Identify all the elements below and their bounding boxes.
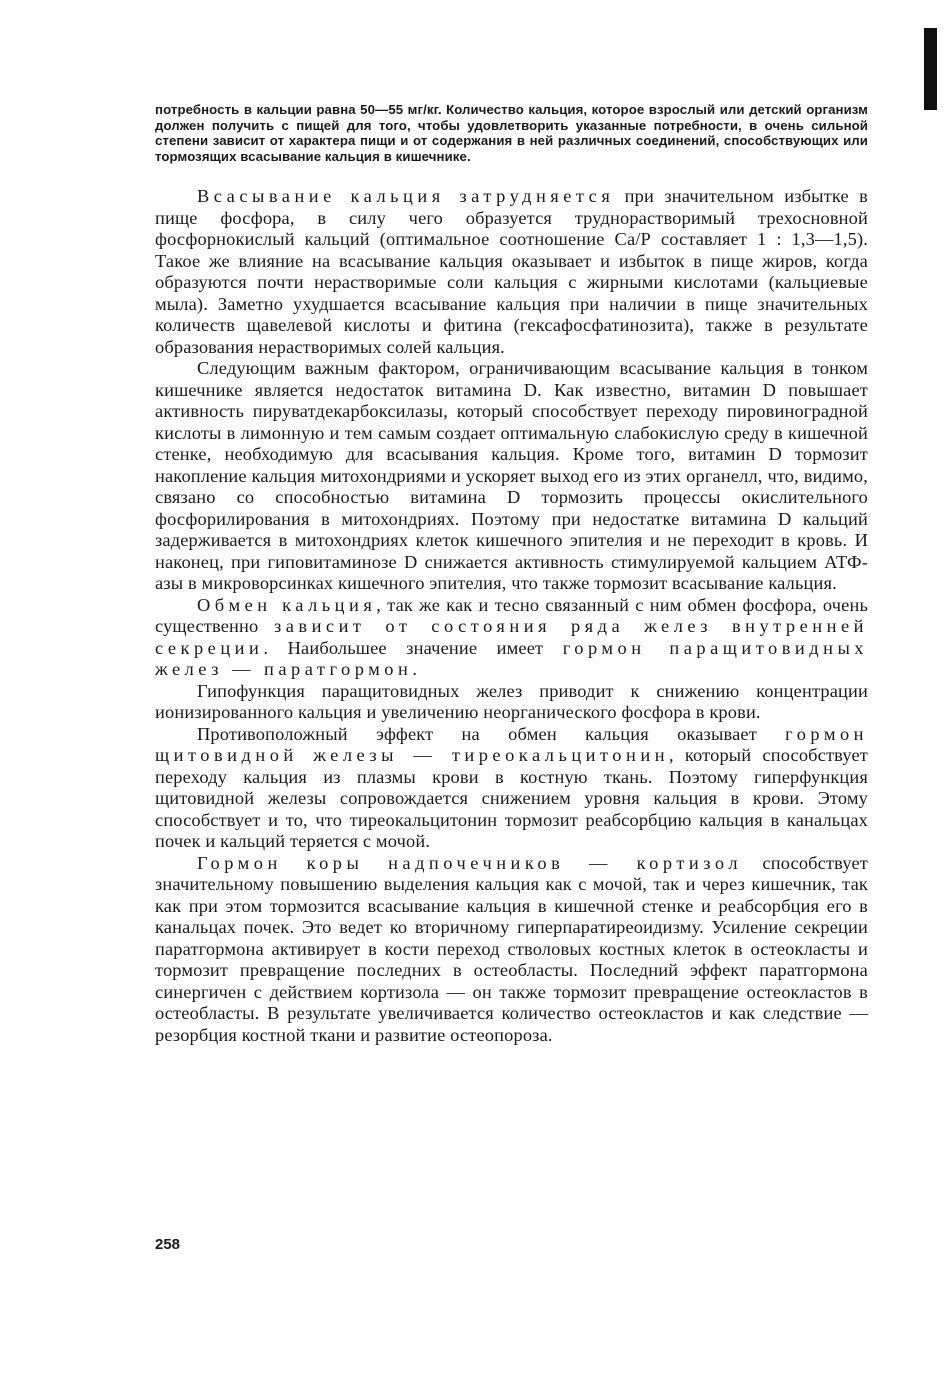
emphasis-calcium-metabolism: Обмен кальция bbox=[197, 594, 377, 615]
paragraph-text: при значительном избытке в пище фосфора, в силу чего образуется труднорастворимый трехосновной фосфорнокислый кальций (оптимальное соотношение Са/Р составляет 1 : 1,3—1,5). Такое же влияние на всасывание кальция оказывает и избыток в пище жиров, когда образуются почти нерастворимые соли кальция с жирными кислотами (кальциевые мыла). Заметно ухудшается всасывание кальция при наличии в пище значительных количеств щавелевой кислоты и фитина (гексафосфатинозита), также в результате образования нерастворимых солей кальция. bbox=[155, 186, 868, 357]
paragraph-calcium-absorption bbox=[155, 186, 868, 358]
intro-paragraph: потребность в кальции равна 50—55 мг/кг. Количество кальция, которое взрослый или детский организм должен получить с пищей для того, чтобы удовлетворить указанные потребности, в очень сильной степени зависит от характера пищи и от содержания в ней различных соединений, способствующих или тормозящих всасывание кальция в кишечнике. bbox=[155, 102, 868, 164]
page-number: 258 bbox=[155, 1236, 181, 1253]
paragraph-cortisol bbox=[155, 853, 868, 1047]
emphasis-absorption-difficulty: Всасывание кальция затрудняется bbox=[197, 186, 615, 207]
main-text bbox=[155, 186, 868, 1046]
paragraph-text: . bbox=[412, 659, 418, 680]
paragraph-thyrocalcitonin bbox=[155, 724, 868, 853]
paragraph-text: . Наибольшее значение имеет bbox=[263, 637, 563, 658]
page-body bbox=[155, 102, 868, 1046]
paragraph-hypofunction: Гипофункция паращитовидных желез приводит к снижению концентрации ионизированного кальция и увеличению неорганического фосфора в крови. bbox=[155, 680, 868, 723]
emphasis-parathormone: гормон паращитовидных желез — паратгормон bbox=[155, 637, 868, 680]
paragraph-text: , который способствует переходу кальция из плазмы крови в костную ткань. Поэтому гиперфункция щитовидной железы сопровождается снижением уровня кальция в крови. Этому способствует и то, что тиреокальцитонин тормозит реабсорбцию кальция в канальцах почек и кальций теряется с мочой. bbox=[155, 745, 868, 852]
paragraph-text: , так же как и тесно связанный с ним обмен фосфора, очень существенно bbox=[155, 594, 868, 637]
emphasis-cortisol: Гормон коры надпочечников — кортизол bbox=[197, 852, 742, 873]
emphasis-thyrocalcitonin: гормон щитовидной железы — тиреокальцитонин bbox=[155, 723, 868, 766]
scan-edge-bar bbox=[924, 28, 937, 110]
paragraph-text: Противоположный эффект на обмен кальция оказывает bbox=[197, 723, 786, 744]
paragraph-vitamin-d: Следующим важным фактором, ограничивающим всасывание кальция в тонком кишечнике является недостаток витамина D. Как известно, витамин D повышает активность пируватдекарбоксилазы, который способствует переходу пировиноградной кислоты в лимонную и тем самым создает оптимальную слабокислую среду в кишечной стенке, необходимую для всасывания кальция. Кроме того, витамин D тормозит накопление кальция митохондриями и ускоряет выход его из этих органелл, что, видимо, связано со способностью витамина D тормозить процессы окислительного фосфорилирования в митохондриях. Поэтому при недостатке витамина D кальций задерживается в митохондриях клеток кишечного эпителия и не переходит в кровь. И наконец, при гиповитаминозе D снижается активность стимулируемой кальцием АТФ-азы в микроворсинках кишечного эпителия, что также тормозит всасывание кальция. bbox=[155, 358, 868, 594]
paragraph-text: способствует значительному повышению выделения кальция как с мочой, так и через кишечник, так как при этом тормозится всасывание кальция в кишечной стенке и реабсорбция его в канальцах почек. Это ведет ко вторичному гиперпаратиреоидизму. Усиление секреции паратгормона активирует в кости переход стволовых костных клеток в остеокласты и тормозит превращение последних в остеобласты. Последний эффект паратгормона синергичен с действием кортизола — он также тормозит превращение остеокластов в остеобласты. В результате увеличивается количество остеокластов и как следствие — резорбция костной ткани и развитие остеопороза. bbox=[155, 852, 868, 1045]
paragraph-calcium-metabolism bbox=[155, 595, 868, 681]
emphasis-endocrine-dependence: зависит от состояния ряда желез внутренней секреции bbox=[155, 616, 868, 658]
